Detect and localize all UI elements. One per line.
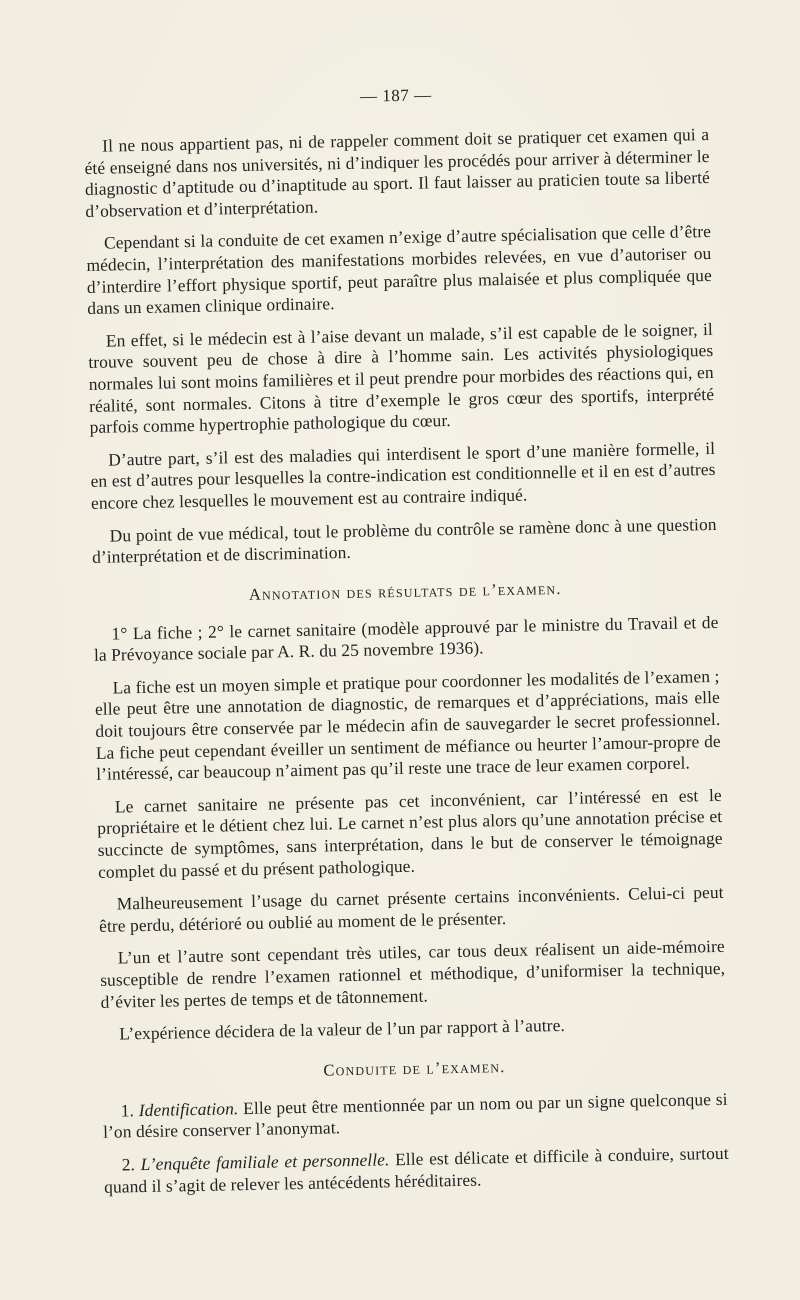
section-heading-conduite: Conduite de l’examen. xyxy=(323,1056,506,1080)
page-content xyxy=(83,72,729,1209)
item-number: 2. xyxy=(121,1154,136,1175)
section-heading-annotation: Annotation des résultats de l’examen. xyxy=(248,578,562,604)
intro-paragraph-2: Cependant si la conduite de cet examen n’exige d’autre spécialisation que celle d’être médecin, l’interprétation des manifestations morbides relevées, en vue d’autoriser ou d’interdire l’effort physique sportif, peut paraître plus malaisée et plus compliquée que dans un examen clinique ordinaire. xyxy=(86,221,712,319)
item-title: L’enquête familiale et personnelle. xyxy=(140,1149,390,1175)
item-number: 1. xyxy=(120,1099,135,1121)
item-text: Elle est délicate et difficile à conduire, surtout quand il s’agit de relever les antécédents héréditaires. xyxy=(103,1142,729,1197)
intro-paragraph-3: En effet, si le médecin est à l’aise devant un malade, s’il est capable de le soigner, il trouve souvent peu de chose à dire à l’homme sain. Les activités physiologiques normales lui sont moins familières et il peut prendre pour morbides des réactions qui, en réalité, sont normales. Citons à titre d’exemple le gros cœur des sportifs, interprété parfois comme hypertrophie pathologique du cœur. xyxy=(88,318,715,438)
intro-paragraph-5: Du point de vue médical, tout le problème du contrôle se ramène donc à une question d’interprétation et de discrimination. xyxy=(91,513,717,568)
annotation-paragraph-2: La fiche est un moyen simple et pratique pour coordonner les modalités de l’examen ; elle peut être une annotation de diagnostic, de remarques et d’appréciations, mais elle doit toujours être conservée par le médecin afin de sauvegarder le secret professionnel. La fiche peut cependant éveiller un sentiment de méfiance ou heurter l’amour-propre de l’intéressé, car beaucoup n’aiment pas qu’il reste une trace de leur examen corporel. xyxy=(94,665,721,785)
annotation-paragraph-4: Malheureusement l’usage du carnet présente certains inconvénients. Celui-ci peut être perdu, détérioré ou oublié au moment de le présenter. xyxy=(98,882,724,936)
item-text: Elle peut être mentionnée par un nom ou par un signe quelconque si l’on désire conserver l’anonymat. xyxy=(102,1088,728,1143)
annotation-paragraph-3: Le carnet sanitaire ne présente pas cet inconvénient, car l’intéressé en est le propriétaire et le détient chez lui. Le carnet n’est plus alors qu’une annotation précise et succincte de symptômes, sans interprétation, dans le but de conserver le témoignage complet du passé et du présent pathologique. xyxy=(97,784,723,882)
annotation-paragraph-5: L’un et l’autre sont cependant très utiles, car tous deux réalisent un aide-mémoire susceptible de rendre l’examen rationnel et méthodique, d’uniformiser la technique, d’éviter les pertes de temps et de tâtonnement. xyxy=(100,936,726,1012)
conduite-item-1 xyxy=(103,1089,729,1144)
annotation-paragraph-6: L’expérience décidera de la valeur de l’un par rapport à l’autre. xyxy=(119,1015,566,1044)
intro-paragraph-1: Il ne nous appartient pas, ni de rappeler comment doit se pratiquer cet examen qui a été enseigné dans nos universités, ni d’indiquer les procédés pour arriver à déterminer le diagnostic d’aptitude ou d’inaptitude au sport. Il faut laisser au praticien toute sa liberté d’observation et d’interprétation. xyxy=(84,123,711,221)
intro-paragraph-4: D’autre part, s’il est des maladies qui interdisent le sport d’une manière formelle, il en est d’autres pour lesquelles la contre-indication est conditionnelle et il en est d’autres encore chez lesquelles le mouvement est au contraire indiqué. xyxy=(90,437,716,513)
conduite-item-2 xyxy=(104,1143,730,1198)
annotation-paragraph-1: 1° La fiche ; 2° le carnet sanitaire (modèle approuvé par le ministre du Travail et de la Prévoyance sociale par A. R. du 25 novembre 1936). xyxy=(93,611,719,666)
item-title: Identification. xyxy=(138,1097,239,1120)
page-number: — 187 — xyxy=(359,85,432,106)
